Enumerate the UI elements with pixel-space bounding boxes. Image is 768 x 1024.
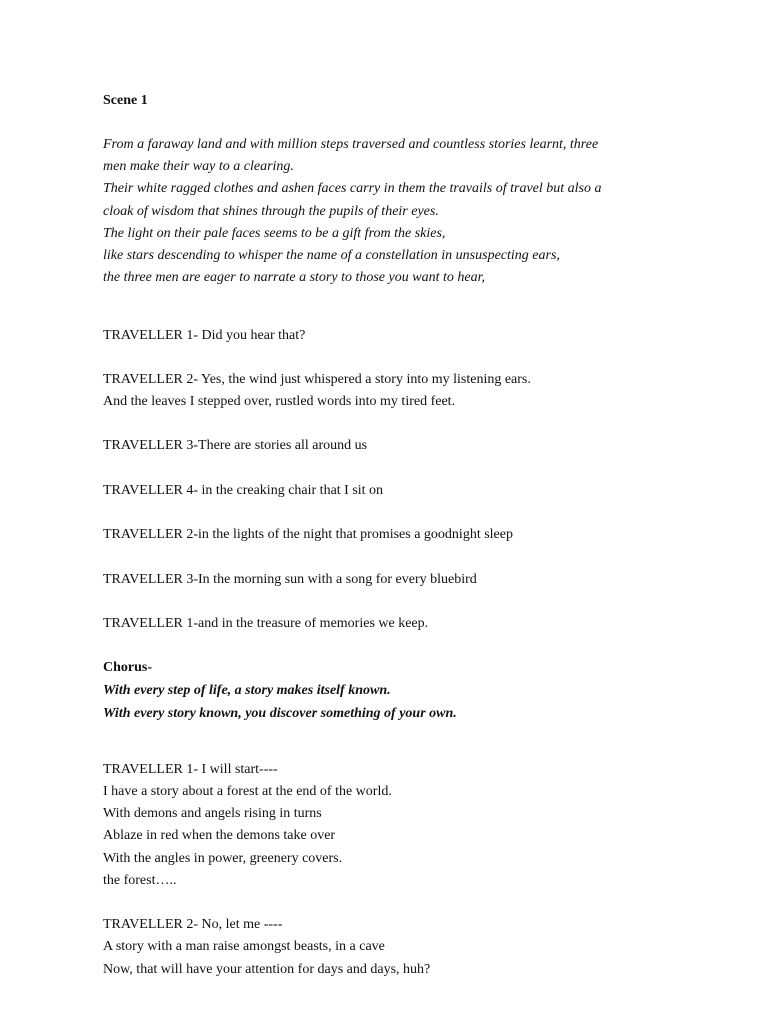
story-line: A story with a man raise amongst beasts, in a cave bbox=[103, 939, 385, 954]
story-line: Ablaze in red when the demons take over bbox=[103, 828, 336, 843]
narration-line: The light on their pale faces seems to be a gift from the skies, bbox=[103, 226, 446, 241]
scene-heading: Scene 1 bbox=[103, 93, 148, 108]
dialogue-line: TRAVELLER 4- in the creaking chair that I sit on bbox=[103, 483, 384, 498]
dialogue-line: TRAVELLER 3-There are stories all around us bbox=[103, 438, 368, 453]
narration-line: men make their way to a clearing. bbox=[103, 159, 294, 174]
story-line: With the angles in power, greenery covers. bbox=[103, 851, 343, 866]
narration-line: Their white ragged clothes and ashen faces carry in them the travails of travel but also a bbox=[103, 181, 602, 196]
dialogue-line: And the leaves I stepped over, rustled words into my tired feet. bbox=[103, 394, 456, 409]
story-line: TRAVELLER 1- I will start---- bbox=[103, 762, 278, 777]
dialogue-line: TRAVELLER 1- Did you hear that? bbox=[103, 328, 306, 343]
dialogue-line: TRAVELLER 3-In the morning sun with a song for every bluebird bbox=[103, 572, 477, 587]
story-line: Now, that will have your attention for days and days, huh? bbox=[103, 962, 431, 977]
narration-line: cloak of wisdom that shines through the pupils of their eyes. bbox=[103, 204, 439, 219]
narration-line: the three men are eager to narrate a story to those you want to hear, bbox=[103, 270, 485, 285]
story-line: the forest….. bbox=[103, 873, 177, 888]
story-line: With demons and angels rising in turns bbox=[103, 806, 322, 821]
narration-line: like stars descending to whisper the name of a constellation in unsuspecting ears, bbox=[103, 248, 560, 263]
dialogue-line: TRAVELLER 2- Yes, the wind just whispered a story into my listening ears. bbox=[103, 372, 531, 387]
chorus-line: With every step of life, a story makes itself known. bbox=[103, 683, 391, 698]
narration-line: From a faraway land and with million steps traversed and countless stories learnt, three bbox=[103, 137, 599, 152]
dialogue-line: TRAVELLER 2-in the lights of the night that promises a goodnight sleep bbox=[103, 527, 513, 542]
chorus-label: Chorus- bbox=[103, 660, 153, 675]
story-line: TRAVELLER 2- No, let me ---- bbox=[103, 917, 283, 932]
chorus-line: With every story known, you discover something of your own. bbox=[103, 706, 457, 721]
dialogue-line: TRAVELLER 1-and in the treasure of memories we keep. bbox=[103, 616, 429, 631]
story-line: I have a story about a forest at the end of the world. bbox=[103, 784, 392, 799]
